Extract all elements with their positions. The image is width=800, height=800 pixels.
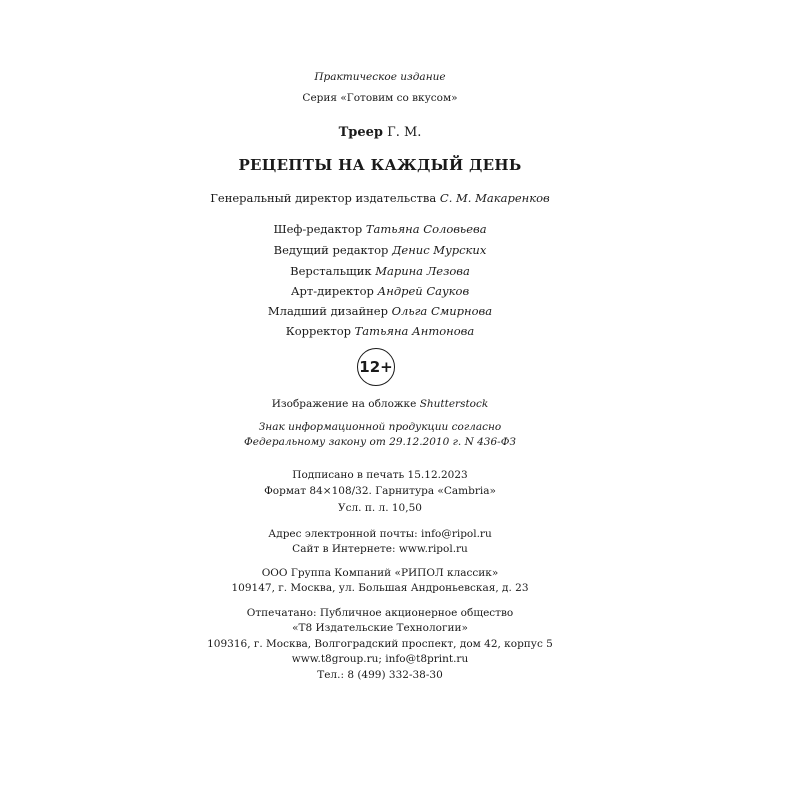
director-role: Генеральный директор издательства [210,191,437,205]
director-line [0,190,760,206]
printer-address: 109316, г. Москва, Волгоградский проспект, дом 42, корпус 5 [207,638,553,650]
edition-type: Практическое издание [314,71,446,83]
staff-line [0,263,760,279]
age-rating-badge: 12+ [357,348,395,386]
cover-image-label: Изображение на обложке [271,398,417,410]
print-signed-date: Подписано в печать 15.12.2023 [292,469,468,481]
printer-phone: Тел.: 8 (499) 332-38-30 [317,669,443,681]
author-surname: Треер [338,125,383,140]
staff-role: Верстальщик [290,264,372,278]
staff-role: Арт-директор [290,284,374,298]
staff-role: Корректор [285,324,351,338]
staff-name: Ольга Смирнова [391,304,493,318]
staff-name: Татьяна Соловьева [365,222,487,236]
staff-name: Андрей Сауков [377,284,470,298]
staff-name: Марина Лезова [375,264,470,278]
staff-role: Младший дизайнер [267,304,388,318]
author-line [0,124,760,142]
book-title: РЕЦЕПТЫ НА КАЖДЫЙ ДЕНЬ [238,156,522,174]
staff-role: Ведущий редактор [273,243,389,257]
printer-line-1: Отпечатано: Публичное акционерное общество [246,607,514,619]
series-name: Серия «Готовим со вкусом» [302,92,458,104]
staff-name: Денис Мурских [392,243,487,257]
info-sign-line-2: Федеральному закону от 29.12.2010 г. N 436-ФЗ [244,436,516,448]
staff-line [0,283,760,299]
staff-line [0,242,760,258]
staff-line [0,303,760,319]
staff-line [0,323,760,339]
staff-line [0,221,760,237]
publisher-address: 109147, г. Москва, ул. Большая Андроньевская, д. 23 [231,582,529,594]
cover-image-source: Shutterstock [419,398,489,410]
staff-name: Татьяна Антонова [354,324,475,338]
director-name: С. М. Макаренков [439,191,550,205]
print-sheets: Усл. п. л. 10,50 [338,502,422,514]
contact-email: Адрес электронной почты: info@ripol.ru [268,528,492,540]
info-sign-line-1: Знак информационной продукции согласно [258,421,502,433]
publisher-name: ООО Группа Компаний «РИПОЛ классик» [261,567,499,579]
printer-line-2: «Т8 Издательские Технологии» [292,622,468,634]
print-format: Формат 84×108/32. Гарнитура «Cambria» [264,485,496,497]
cover-image-credit [0,396,760,412]
contact-site: Сайт в Интернете: www.ripol.ru [292,543,468,555]
author-initials: Г. М. [387,125,422,140]
printer-web: www.t8group.ru; info@t8print.ru [291,653,469,665]
staff-role: Шеф-редактор [273,222,363,236]
